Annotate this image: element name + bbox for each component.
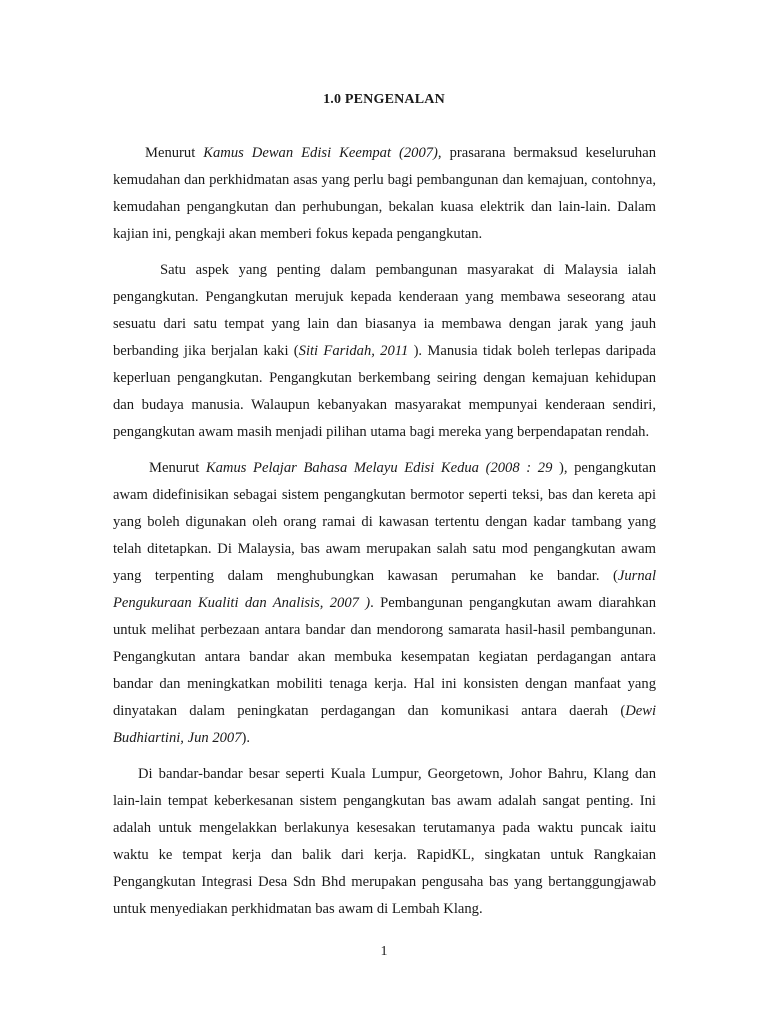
- paragraph-text: . Pembangunan pengangkutan awam diarahkan untuk melihat perbezaan antara bandar dan mendorong samarata hasil-hasil pembangunan. Pengangkutan antara bandar akan membuka kesempatan kegiatan perdagangan antara bandar dan meningkatkan mobiliti tenaga kerja. Hal ini konsisten dengan manfaat yang dinyatakan dalam peningkatan perdagangan dan komunikasi antara daerah (: [113, 595, 656, 719]
- paragraph-text: Di bandar-bandar besar seperti Kuala Lumpur, Georgetown, Johor Bahru, Klang dan lain-lain tempat keberkesanan sistem pengangkutan bas awam adalah sangat penting. Ini adalah untuk mengelakkan berlakunya kesesakan terutamanya pada waktu puncak iaitu waktu ke tempat kerja dan balik dari kerja. RapidKL, singkatan untuk Rangkaian Pengangkutan Integrasi Desa Sdn Bhd merupakan pengusaha bas yang bertanggungjawab untuk menyediakan perkhidmatan bas awam di Lembah Klang.: [113, 766, 656, 917]
- citation-kamus-dewan: Kamus Dewan Edisi Keempat (2007): [203, 145, 438, 161]
- paragraph-bandar-besar: [113, 761, 656, 923]
- paragraph-prasarana: [113, 140, 656, 248]
- paragraph-pengangkutan: [113, 257, 656, 446]
- citation-siti-faridah: Siti Faridah, 2011: [298, 343, 409, 359]
- section-heading: 1.0 PENGENALAN: [323, 92, 445, 107]
- page-number: 1: [380, 944, 388, 959]
- paragraph-text: Menurut: [145, 145, 204, 161]
- paragraph-text: ).: [241, 730, 251, 746]
- paragraph-text: Satu aspek yang penting dalam pembangunan masyarakat di Malaysia ialah pengangkutan. Pengangkutan merujuk kepada kenderaan yang membawa seseorang atau sesuatu dari satu tempat yang lain dan biasanya ia membawa dengan jarak yang jauh berbanding jika berjalan kaki (: [113, 262, 656, 359]
- citation-dewi-budhiartini: Dewi Budhiartini, Jun 2007: [113, 703, 656, 746]
- paragraph-pengangkutan-awam: [113, 455, 656, 752]
- paragraph-text: Menurut: [149, 460, 206, 476]
- document-body: [113, 140, 656, 932]
- paragraph-text: , prasarana bermaksud keseluruhan kemudahan dan perkhidmatan asas yang perlu bagi pembangunan dan kemajuan, contohnya, kemudahan pengangkutan dan perhubungan, bekalan kuasa elektrik dan lain-lain. Dalam kajian ini, pengkaji akan memberi fokus kepada pengangkutan.: [113, 145, 656, 242]
- citation-jurnal: Jurnal Pengukuraan Kualiti dan Analisis, 2007 ): [113, 568, 656, 611]
- citation-kamus-pelajar: Kamus Pelajar Bahasa Melayu Edisi Kedua (2008 : 29: [205, 460, 553, 476]
- paragraph-text: ), pengangkutan awam didefinisikan sebagai sistem pengangkutan bermotor seperti teksi, bas dan kereta api yang boleh digunakan oleh orang ramai di kawasan tertentu dengan kadar tambang yang telah ditetapkan. Di Malaysia, bas awam merupakan salah satu mod pengangkutan awam yang terpenting dalam menghubungkan kawasan perumahan ke bandar. (: [113, 460, 656, 584]
- paragraph-text: ). Manusia tidak boleh terlepas daripada keperluan pengangkutan. Pengangkutan berkembang seiring dengan kemajuan kehidupan dan budaya manusia. Walaupun kebanyakan masyarakat mempunyai kenderaan sendiri, pengangkutan awam masih menjadi pilihan utama bagi mereka yang berpendapatan rendah.: [113, 343, 656, 440]
